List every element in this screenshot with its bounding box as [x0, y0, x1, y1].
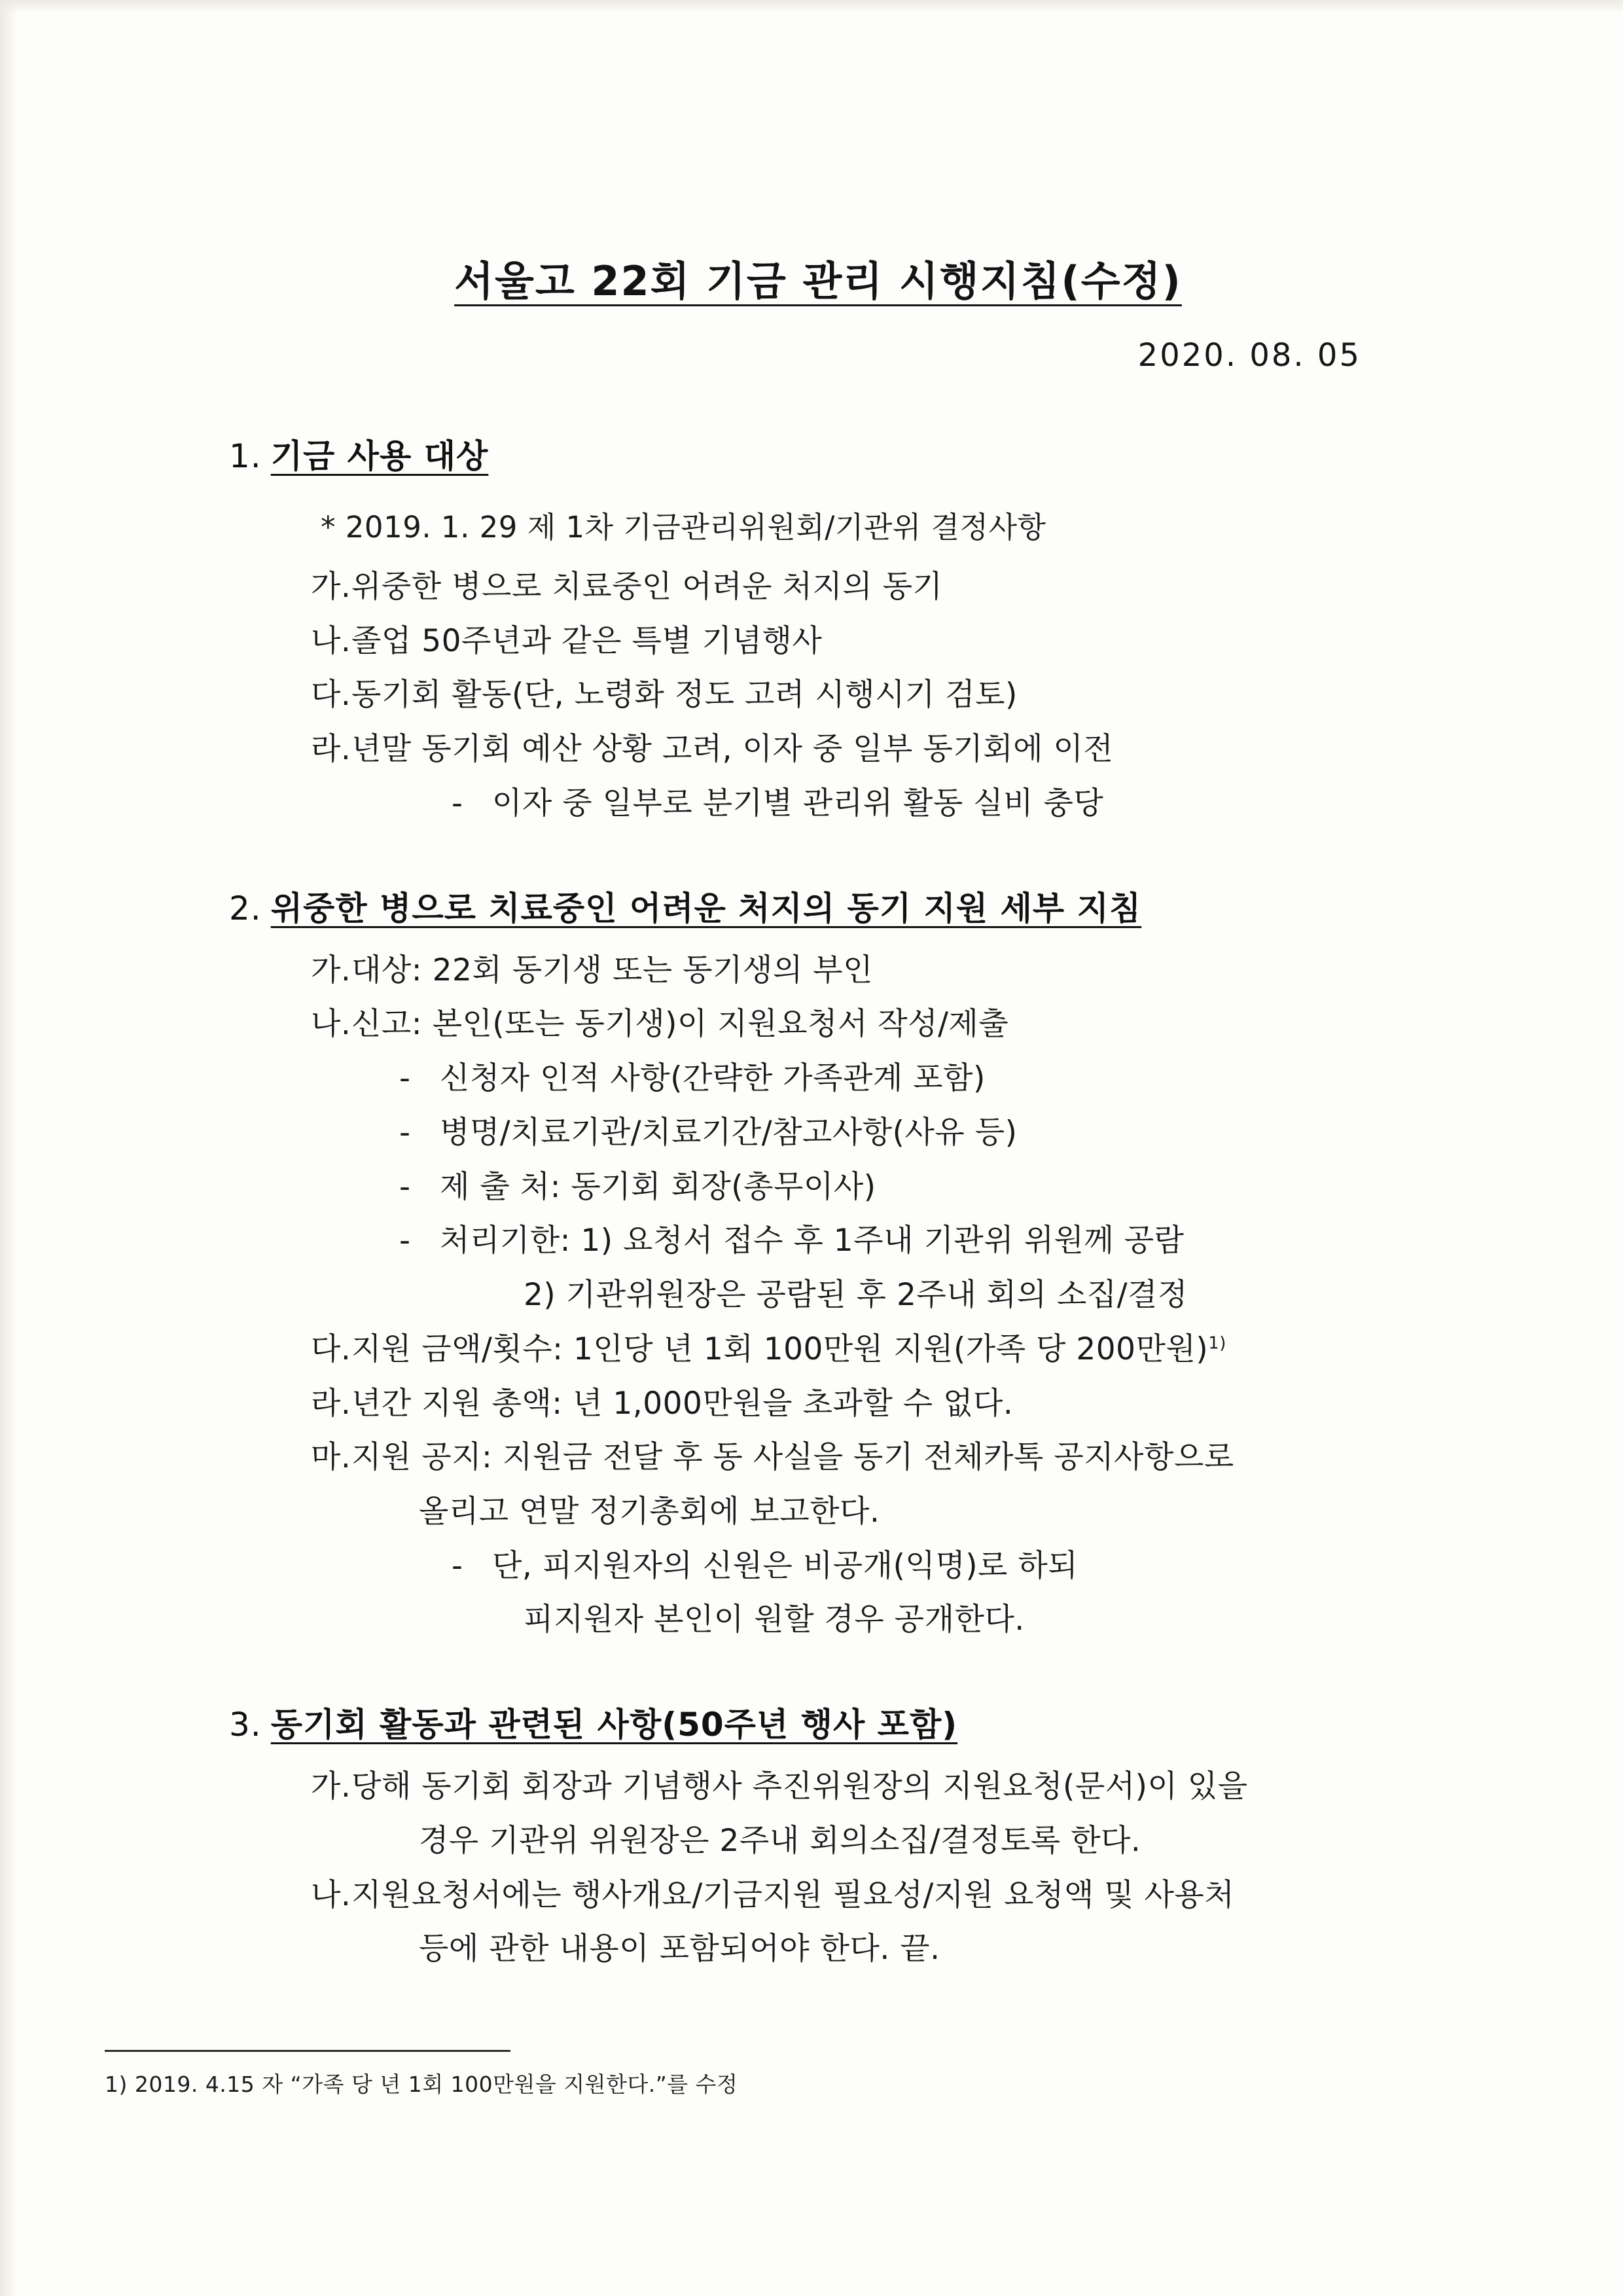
list-item-marker: 나.: [311, 622, 351, 659]
footnote-divider: [105, 2050, 510, 2052]
document-date: 2020. 08. 05: [1137, 337, 1361, 374]
list-item: [311, 565, 1440, 609]
list-item-text: 등에 관한 내용이 포함되어야 한다. 끝.: [419, 1931, 940, 1967]
section-list: [196, 430, 1440, 1971]
list-item: [311, 1765, 1440, 1809]
list-item: [419, 1820, 1440, 1863]
list-item-marker: 나.: [311, 1876, 351, 1913]
list-item: [311, 620, 1440, 664]
list-item: [311, 728, 1440, 772]
list-item-text: 지원 금액/횟수: 1인당 년 1회 100만원 지원(가족 당 200만원): [351, 1331, 1209, 1367]
list-item-text: 신청자 인적 사항(간략한 가족관계 포함): [440, 1060, 986, 1097]
list-item-marker: 라.: [311, 731, 351, 768]
list-item-text: 경우 기관위 위원장은 2주내 회의소집/결정토록 한다.: [419, 1822, 1141, 1859]
list-item: [524, 1274, 1440, 1318]
list-item-text: 병명/치료기관/치료기간/참고사항(사유 등): [440, 1114, 1018, 1151]
list-item-marker: 다.: [311, 677, 351, 713]
list-item-text: 당해 동기회 회장과 기념행사 추진위원장의 지원요청(문서)이 있을: [351, 1768, 1248, 1805]
scan-edge-left: [0, 0, 17, 2296]
section-number: 2.: [229, 889, 262, 927]
list-item-text: 년말 동기회 예산 상황 고려, 이자 중 일부 동기회에 이전: [351, 731, 1114, 768]
section-title: 위중한 병으로 치료중인 어려운 처지의 동기 지원 세부 지침: [270, 889, 1142, 927]
list-item: [311, 1003, 1440, 1047]
section-note: * 2019. 1. 29 제 1차 기금관리위원회/기관위 결정사항: [321, 510, 1046, 545]
list-item-text: 지원요청서에는 행사개요/기금지원 필요성/지원 요청액 및 사용처: [351, 1876, 1235, 1913]
document-section: [196, 1698, 1440, 1971]
list-item-text: 피지원자 본인이 원할 경우 공개한다.: [524, 1602, 1025, 1638]
list-item: [311, 1328, 1440, 1372]
list-item-text: 올리고 연말 정기총회에 보고한다.: [419, 1494, 880, 1530]
list-item-marker: 가.: [311, 569, 351, 605]
list-item: [311, 1382, 1440, 1426]
list-item-text: 이자 중 일부로 분기별 관리위 활동 실비 충당: [492, 785, 1104, 821]
list-item: [399, 1057, 1440, 1101]
scan-edge-top: [0, 0, 1623, 13]
list-item: [419, 1490, 1440, 1534]
list-item-text: 년간 지원 총액: 년 1,000만원을 초과할 수 없다.: [351, 1385, 1014, 1422]
page-title: 서울고 22회 기금 관리 시행지침(수정): [454, 257, 1182, 305]
list-item-text: 신고: 본인(또는 동기생)이 지원요청서 작성/제출: [351, 1006, 1009, 1043]
list-item: [399, 1111, 1440, 1155]
section-items: [196, 949, 1440, 1643]
list-item-text: 졸업 50주년과 같은 특별 기념행사: [351, 622, 823, 659]
section-heading: [229, 1698, 1440, 1746]
list-item-text: 2) 기관위원장은 공람된 후 2주내 회의 소집/결정: [524, 1277, 1188, 1314]
list-item-marker: -: [399, 1060, 411, 1097]
footnote-reference: 1): [1208, 1333, 1226, 1354]
list-item: [311, 673, 1440, 717]
list-item-marker: 나.: [311, 1006, 351, 1043]
list-item-text: 제 출 처: 동기회 회장(총무이사): [440, 1168, 876, 1205]
list-item-marker: -: [452, 785, 463, 821]
list-item-marker: -: [452, 1547, 463, 1584]
list-item-text: 단, 피지원자의 신원은 비공개(익명)로 하되: [492, 1547, 1079, 1584]
footnote-text: 1) 2019. 4.15 자 “가족 당 년 1회 100만원을 지원한다.”를 수정: [105, 2072, 738, 2098]
list-item: [399, 1219, 1440, 1263]
section-title: 동기회 활동과 관련된 사항(50주년 행사 포함): [270, 1706, 958, 1744]
section-items: [196, 1765, 1440, 1971]
section-number: 1.: [229, 437, 262, 475]
list-item: [311, 1874, 1440, 1918]
list-item-marker: -: [399, 1168, 411, 1205]
section-heading: [229, 430, 1440, 477]
list-item-text: 처리기한: 1) 요청서 접수 후 1주내 기관위 위원께 공람: [440, 1223, 1185, 1259]
list-item-text: 지원 공지: 지원금 전달 후 동 사실을 동기 전체카톡 공지사항으로: [351, 1439, 1234, 1476]
document-section: [196, 882, 1440, 1643]
list-item: [524, 1598, 1440, 1642]
list-item: [311, 1436, 1440, 1480]
list-item-marker: 마.: [311, 1439, 351, 1476]
list-item: [311, 949, 1440, 993]
section-heading: [229, 882, 1440, 929]
list-item-marker: 가.: [311, 952, 351, 988]
document-section: [196, 430, 1440, 826]
list-item-marker: -: [399, 1114, 411, 1151]
list-item-marker: 가.: [311, 1768, 351, 1805]
list-item: [399, 1166, 1440, 1210]
list-item-marker: -: [399, 1223, 411, 1259]
list-item-text: 동기회 활동(단, 노령화 정도 고려 시행시기 검토): [351, 677, 1018, 713]
list-item: [452, 1545, 1440, 1588]
footnote-area: [105, 2050, 1440, 2098]
list-item: [452, 782, 1440, 826]
list-item-marker: 라.: [311, 1385, 351, 1422]
list-item-text: 대상: 22회 동기생 또는 동기생의 부인: [351, 952, 873, 988]
list-item-text: 위중한 병으로 치료중인 어려운 처지의 동기: [351, 569, 943, 605]
document-content: [105, 249, 1440, 2098]
list-item-marker: 다.: [311, 1331, 351, 1367]
section-title: 기금 사용 대상: [270, 437, 489, 475]
section-items: [196, 565, 1440, 826]
list-item: [419, 1928, 1440, 1971]
section-number: 3.: [229, 1706, 262, 1744]
